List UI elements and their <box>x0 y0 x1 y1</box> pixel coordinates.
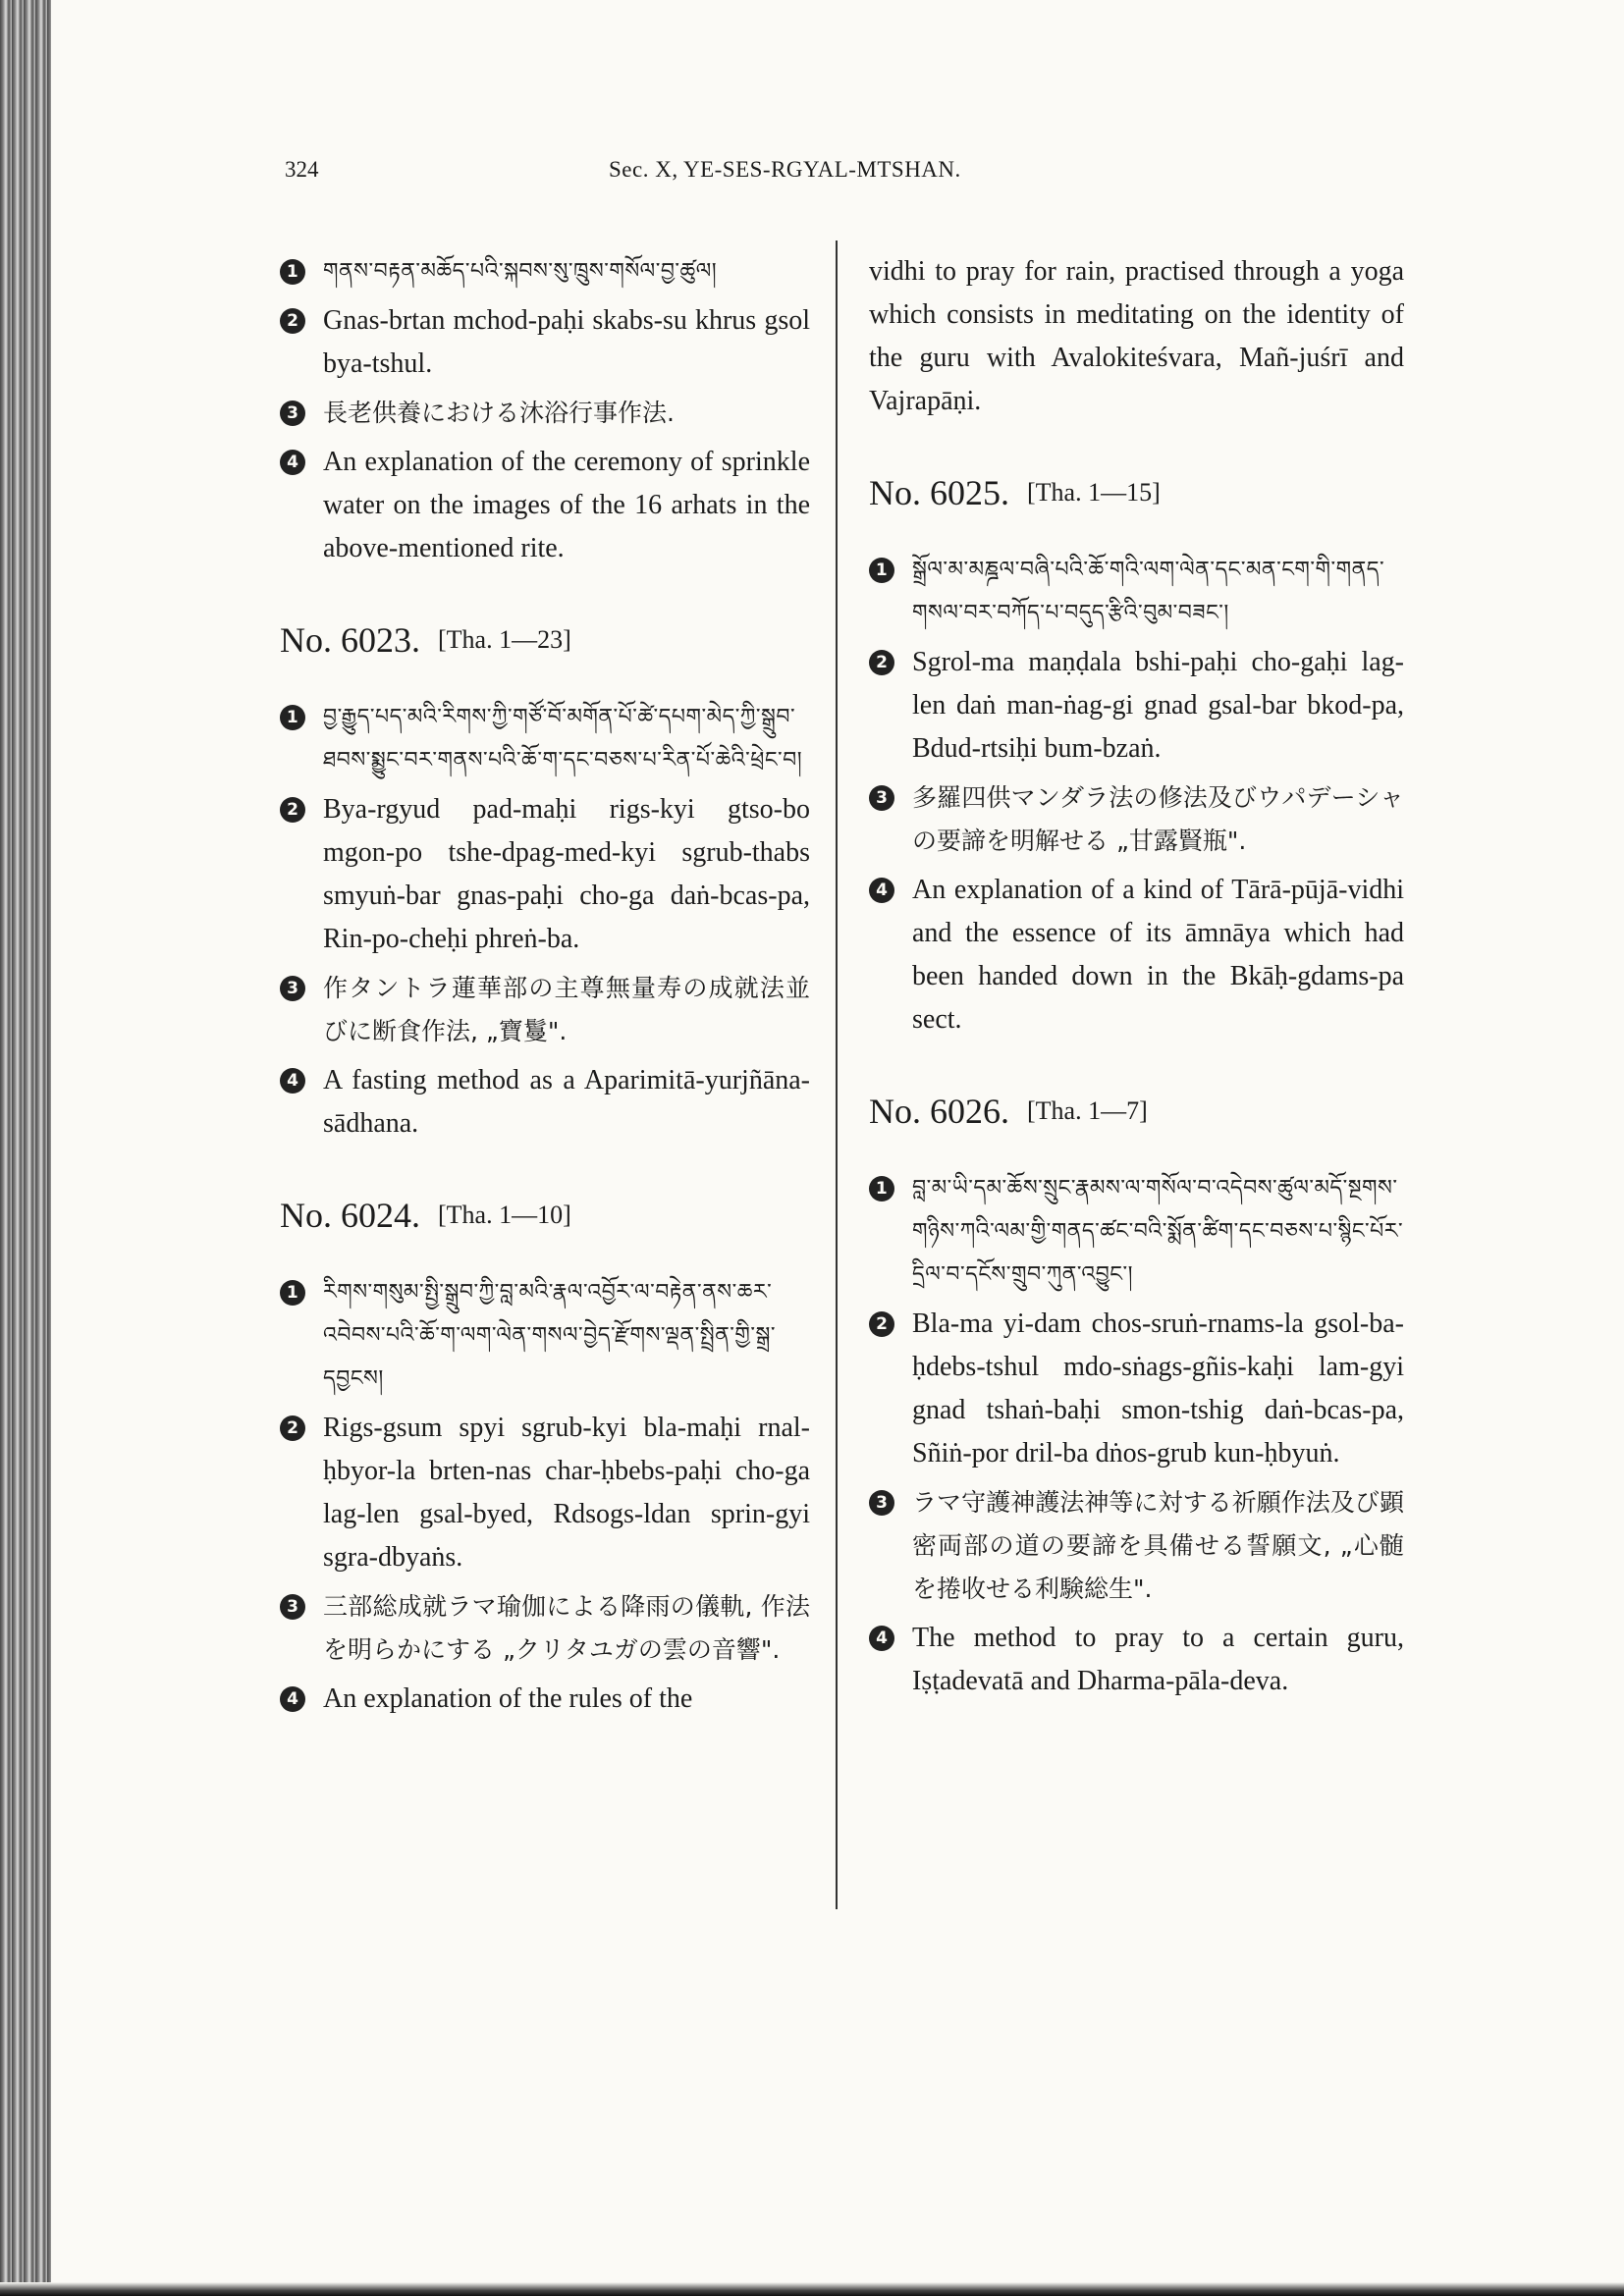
marker-1: 1 <box>280 1280 305 1306</box>
running-head: Sec. X, YE-SES-RGYAL-MTSHAN. <box>609 157 961 182</box>
marker-3: 3 <box>280 1594 305 1620</box>
book-binding-edge <box>0 0 51 2296</box>
catalog-reference: [Tha. 1—15] <box>1027 478 1161 507</box>
romanized-title: 2 Bla-ma yi-dam chos-sruṅ-rnams-la gsol-ba-ḥdebs-tshul mdo-sṅags-gñis-kaḥi lam-gyi gnad tshaṅ-baḥi smon-tshig daṅ-bcas-pa, Sñiṅ-por dril-ba dṅos-grub kun-ḥbyuṅ. <box>869 1303 1404 1475</box>
marker-3: 3 <box>280 400 305 426</box>
english-description: 4 The method to pray to a certain guru, Iṣṭadevatā and Dharma-pāla-deva. <box>869 1617 1404 1703</box>
column-divider <box>836 240 838 1909</box>
marker-3: 3 <box>280 976 305 1001</box>
right-column <box>869 250 1404 1709</box>
marker-4: 4 <box>869 1626 894 1651</box>
entry-number-heading: No. 6023. [Tha. 1—23] <box>280 620 571 660</box>
marker-2: 2 <box>280 797 305 823</box>
japanese-title: 3 作タントラ蓮華部の主尊無量寿の成就法並びに断食作法, „寶鬘". <box>280 967 810 1053</box>
page-header <box>285 157 1404 196</box>
japanese-title: 3 長老供養における沐浴行事作法. <box>280 392 810 435</box>
entry-6022-continued <box>280 250 810 570</box>
marker-4: 4 <box>280 1686 305 1712</box>
tibetan-title: 1 སྒྲོལ་མ་མཎྜལ་བཞི་པའི་ཆོ་གའི་ལག་ལེན་དང་མན་ངག་གི་གནད་གསལ་བར་བཀོད་པ་བདུད་རྩིའི་བུམ་བཟང་། <box>869 549 1404 635</box>
entry-6024 <box>280 1195 810 1721</box>
romanized-title: 2 Sgrol-ma maṇḍala bshi-paḥi cho-gaḥi lag-len daṅ man-ṅag-gi gnad gsal-bar bkod-pa, Bdud-rtsiḥi bum-bzaṅ. <box>869 641 1404 771</box>
english-description: 4 An explanation of the ceremony of sprinkle water on the images of the 16 arhats in the above-mentioned rite. <box>280 441 810 570</box>
english-description-continued: vidhi to pray for rain, practised through a yoga which consists in meditating on the identity of the guru with Avalokiteśvara, Mañ-juśrī and Vajrapāṇi. <box>869 256 1404 416</box>
entry-6025 <box>869 472 1404 1041</box>
english-description: 4 An explanation of a kind of Tārā-pūjā-vidhi and the essence of its āmnāya which had been handed down in the Bkāḥ-gdams-pa sect. <box>869 869 1404 1041</box>
entry-6026 <box>869 1091 1404 1703</box>
japanese-title: 3 ラマ守護神護法神等に対する祈願作法及び顕密両部の道の要諦を具備せる誓願文, „心髄を捲收せる利験総生". <box>869 1481 1404 1611</box>
romanized-title: 2 Gnas-brtan mchod-paḥi skabs-su khrus gsol bya-tshul. <box>280 299 810 386</box>
catalog-reference: [Tha. 1—7] <box>1027 1096 1148 1125</box>
tibetan-title: 1 བྱ་རྒྱུད་པད་མའི་རིགས་ཀྱི་གཙོ་བོ་མགོན་པོ་ཚེ་དཔག་མེད་ཀྱི་སྒྲུབ་ཐབས་སྨྱུང་བར་གནས་པའི་ཆོ་ག་དང་བཅས་པ་རིན་པོ་ཆེའི་ཕྲེང་བ། <box>280 696 810 782</box>
entry-number-heading: No. 6026. [Tha. 1—7] <box>869 1092 1148 1131</box>
marker-2: 2 <box>280 308 305 334</box>
marker-1: 1 <box>869 1176 894 1201</box>
romanized-title: 2 Rigs-gsum spyi sgrub-kyi bla-maḥi rnal-ḥbyor-la brten-nas char-ḥbebs-paḥi cho-ga lag-len gsal-byed, Rdsogs-ldan sprin-gyi sgra-dbyaṅs. <box>280 1407 810 1579</box>
romanized-title: 2 Bya-rgyud pad-maḥi rigs-kyi gtso-bo mgon-po tshe-dpag-med-kyi sgrub-thabs smyuṅ-bar gnas-paḥi cho-ga daṅ-bcas-pa, Rin-po-cheḥi phreṅ-ba. <box>280 788 810 961</box>
marker-1: 1 <box>869 558 894 583</box>
marker-2: 2 <box>869 1311 894 1337</box>
marker-3: 3 <box>869 785 894 811</box>
tibetan-title: 1 གནས་བརྟན་མཆོད་པའི་སྐབས་སུ་ཁྲུས་གསོལ་བྱ་ཚུལ། <box>280 250 810 294</box>
page-number: 324 <box>285 157 319 182</box>
japanese-title: 3 三部総成就ラマ瑜伽による降雨の儀軌, 作法を明らかにする „クリタユガの雲の音響". <box>280 1585 810 1672</box>
entry-6023 <box>280 619 810 1146</box>
tibetan-title: 1 བླ་མ་ཡི་དམ་ཆོས་སྲུང་རྣམས་ལ་གསོལ་བ་འདེབས་ཚུལ་མདོ་སྔགས་གཉིས་ཀའི་ལམ་གྱི་གནད་ཚང་བའི་སྨོན་ཚིག་དང་བཅས་པ་སྙིང་པོར་དྲིལ་བ་དངོས་གྲུབ་ཀུན་འབྱུང་། <box>869 1167 1404 1297</box>
marker-3: 3 <box>869 1490 894 1516</box>
page-bottom-edge <box>0 2282 1624 2296</box>
catalog-reference: [Tha. 1—10] <box>438 1201 571 1229</box>
marker-2: 2 <box>869 650 894 675</box>
entry-number-heading: No. 6025. [Tha. 1—15] <box>869 473 1161 512</box>
tibetan-title: 1 རིགས་གསུམ་སྤྱི་སྒྲུབ་ཀྱི་བླ་མའི་རྣལ་འབྱོར་ལ་བརྟེན་ནས་ཆར་འབེབས་པའི་ཆོ་ག་ལག་ལེན་གསལ་བྱེད་རྫོགས་ལྡན་སྤྲིན་གྱི་སྒྲ་དབྱངས། <box>280 1271 810 1401</box>
japanese-title: 3 多羅四供マンダラ法の修法及びウパデーシャの要諦を明解せる „甘露賢瓶". <box>869 776 1404 863</box>
english-description: 4 A fasting method as a Aparimitā-yurjñāna-sādhana. <box>280 1059 810 1146</box>
marker-1: 1 <box>280 259 305 285</box>
marker-4: 4 <box>280 1068 305 1094</box>
marker-2: 2 <box>280 1415 305 1441</box>
left-column <box>280 250 810 1727</box>
marker-4: 4 <box>280 450 305 475</box>
entry-number-heading: No. 6024. [Tha. 1—10] <box>280 1196 571 1235</box>
marker-1: 1 <box>280 705 305 730</box>
marker-4: 4 <box>869 878 894 903</box>
english-description: 4 An explanation of the rules of the <box>280 1678 810 1721</box>
catalog-reference: [Tha. 1—23] <box>438 625 571 654</box>
